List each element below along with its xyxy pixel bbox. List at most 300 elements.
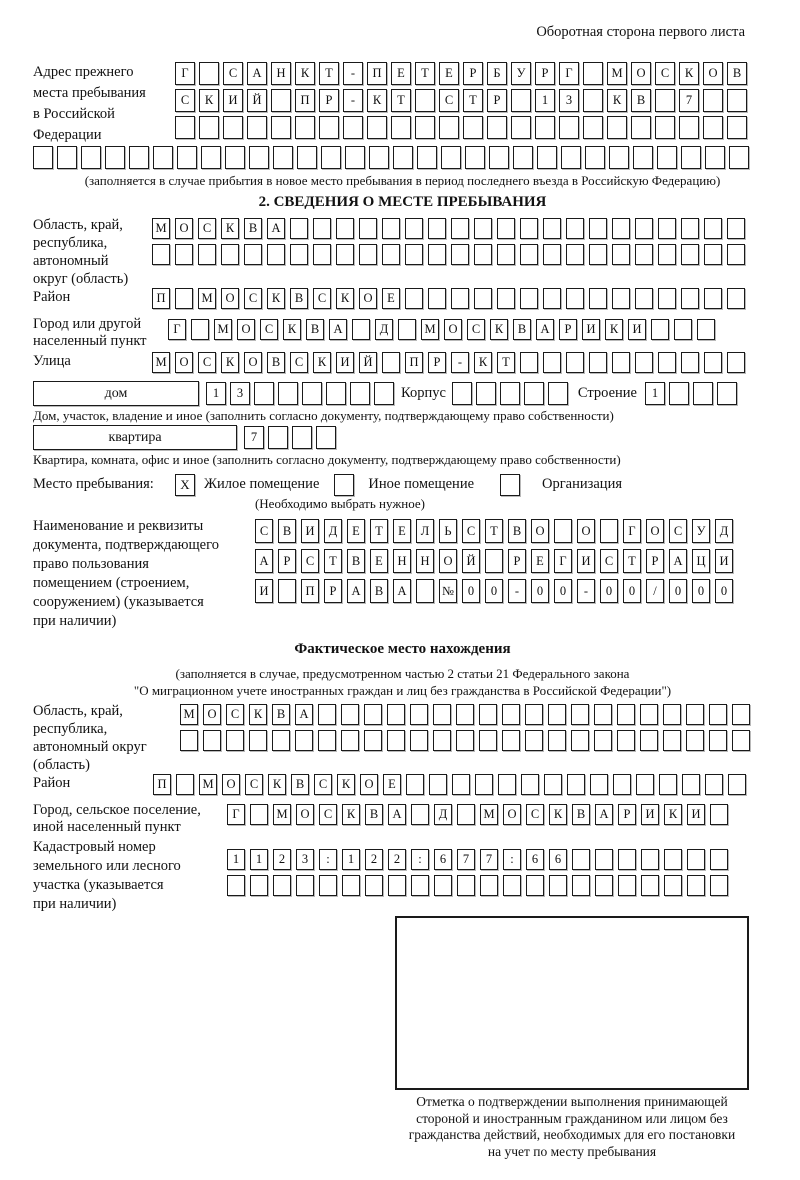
form-cell[interactable] <box>382 218 400 239</box>
form-cell[interactable] <box>595 849 613 870</box>
form-cell[interactable] <box>198 244 216 265</box>
form-cell[interactable] <box>548 382 568 405</box>
form-cell[interactable] <box>697 319 715 340</box>
form-cell[interactable]: Е <box>370 549 388 573</box>
form-cell[interactable] <box>415 89 435 112</box>
form-cell[interactable]: М <box>180 704 198 725</box>
form-cell[interactable]: 3 <box>559 89 579 112</box>
form-cell[interactable] <box>410 704 428 725</box>
form-cell[interactable]: В <box>727 62 747 85</box>
form-cell[interactable]: О <box>175 218 193 239</box>
form-cell[interactable]: / <box>646 579 664 603</box>
form-cell[interactable] <box>526 875 544 896</box>
form-cell[interactable]: Е <box>347 519 365 543</box>
form-cell[interactable] <box>502 704 520 725</box>
form-cell[interactable] <box>635 352 653 373</box>
form-cell[interactable] <box>503 875 521 896</box>
form-cell[interactable]: 7 <box>679 89 699 112</box>
form-cell[interactable]: Е <box>383 774 401 795</box>
form-cell[interactable] <box>319 116 339 139</box>
form-cell[interactable] <box>687 849 705 870</box>
form-cell[interactable]: № <box>439 579 457 603</box>
form-cell[interactable]: К <box>679 62 699 85</box>
form-cell[interactable]: 2 <box>365 849 383 870</box>
form-cell[interactable]: : <box>411 849 429 870</box>
form-cell[interactable]: Р <box>535 62 555 85</box>
form-cell[interactable] <box>428 218 446 239</box>
form-cell[interactable]: М <box>273 804 291 825</box>
form-cell[interactable]: 1 <box>645 382 665 405</box>
form-cell[interactable] <box>682 774 700 795</box>
form-cell[interactable] <box>583 89 603 112</box>
form-cell[interactable] <box>548 704 566 725</box>
apartment-type-box[interactable] <box>33 425 237 450</box>
form-cell[interactable] <box>727 89 747 112</box>
form-cell[interactable] <box>641 875 659 896</box>
form-cell[interactable] <box>433 730 451 751</box>
form-cell[interactable]: Е <box>391 62 411 85</box>
form-cell[interactable] <box>290 244 308 265</box>
form-cell[interactable]: О <box>244 352 262 373</box>
form-cell[interactable] <box>398 319 416 340</box>
form-cell[interactable] <box>640 730 658 751</box>
form-cell[interactable]: Т <box>463 89 483 112</box>
form-cell[interactable]: А <box>267 218 285 239</box>
form-cell[interactable]: 1 <box>342 849 360 870</box>
form-cell[interactable] <box>681 352 699 373</box>
form-cell[interactable]: 0 <box>692 579 710 603</box>
form-cell[interactable] <box>336 244 354 265</box>
form-cell[interactable] <box>554 519 572 543</box>
form-cell[interactable] <box>441 146 461 169</box>
form-cell[interactable] <box>81 146 101 169</box>
form-cell[interactable] <box>313 244 331 265</box>
form-cell[interactable] <box>463 116 483 139</box>
form-cell[interactable] <box>411 875 429 896</box>
form-cell[interactable] <box>659 774 677 795</box>
form-cell[interactable]: 0 <box>669 579 687 603</box>
form-cell[interactable]: 7 <box>244 426 264 449</box>
form-cell[interactable] <box>535 116 555 139</box>
form-cell[interactable]: К <box>221 352 239 373</box>
form-cell[interactable] <box>617 704 635 725</box>
form-cell[interactable] <box>434 875 452 896</box>
form-cell[interactable] <box>732 730 750 751</box>
form-cell[interactable] <box>566 352 584 373</box>
form-cell[interactable] <box>583 116 603 139</box>
form-cell[interactable] <box>655 89 675 112</box>
form-cell[interactable] <box>249 730 267 751</box>
form-cell[interactable] <box>617 730 635 751</box>
form-cell[interactable]: И <box>336 352 354 373</box>
form-cell[interactable] <box>203 730 221 751</box>
form-cell[interactable] <box>594 730 612 751</box>
form-cell[interactable]: К <box>249 704 267 725</box>
form-cell[interactable]: С <box>245 774 263 795</box>
form-cell[interactable] <box>387 704 405 725</box>
form-cell[interactable] <box>703 89 723 112</box>
form-cell[interactable] <box>405 218 423 239</box>
form-cell[interactable] <box>589 244 607 265</box>
form-cell[interactable] <box>382 244 400 265</box>
form-cell[interactable] <box>511 116 531 139</box>
form-cell[interactable] <box>566 218 584 239</box>
form-cell[interactable]: М <box>199 774 217 795</box>
house-type-box[interactable] <box>33 381 199 406</box>
form-cell[interactable] <box>693 382 713 405</box>
form-cell[interactable] <box>727 288 745 309</box>
form-cell[interactable] <box>559 116 579 139</box>
form-cell[interactable]: Г <box>559 62 579 85</box>
form-cell[interactable] <box>452 382 472 405</box>
form-cell[interactable] <box>465 146 485 169</box>
form-cell[interactable] <box>244 244 262 265</box>
form-cell[interactable]: Т <box>324 549 342 573</box>
form-cell[interactable]: П <box>405 352 423 373</box>
form-cell[interactable] <box>498 774 516 795</box>
form-cell[interactable]: В <box>278 519 296 543</box>
form-cell[interactable]: Т <box>485 519 503 543</box>
form-cell[interactable] <box>589 352 607 373</box>
form-cell[interactable]: Т <box>391 89 411 112</box>
form-cell[interactable] <box>513 146 533 169</box>
form-cell[interactable] <box>318 704 336 725</box>
form-cell[interactable]: Р <box>324 579 342 603</box>
form-cell[interactable] <box>451 218 469 239</box>
form-cell[interactable] <box>679 116 699 139</box>
form-cell[interactable]: О <box>577 519 595 543</box>
form-cell[interactable] <box>681 146 701 169</box>
stay-type-checkbox-residential[interactable]: X <box>175 474 195 496</box>
form-cell[interactable]: А <box>669 549 687 573</box>
form-cell[interactable] <box>521 774 539 795</box>
form-cell[interactable]: О <box>203 704 221 725</box>
form-cell[interactable] <box>152 244 170 265</box>
form-cell[interactable] <box>549 875 567 896</box>
form-cell[interactable]: С <box>290 352 308 373</box>
form-cell[interactable] <box>250 875 268 896</box>
form-cell[interactable]: А <box>295 704 313 725</box>
form-cell[interactable]: Е <box>531 549 549 573</box>
form-cell[interactable] <box>612 352 630 373</box>
form-cell[interactable] <box>618 875 636 896</box>
form-cell[interactable] <box>319 875 337 896</box>
form-cell[interactable] <box>290 218 308 239</box>
form-cell[interactable]: Е <box>393 519 411 543</box>
form-cell[interactable] <box>543 352 561 373</box>
form-cell[interactable]: 1 <box>250 849 268 870</box>
form-cell[interactable] <box>199 116 219 139</box>
form-cell[interactable] <box>635 288 653 309</box>
form-cell[interactable]: М <box>152 218 170 239</box>
form-cell[interactable]: Н <box>416 549 434 573</box>
form-cell[interactable]: Й <box>462 549 480 573</box>
form-cell[interactable] <box>271 116 291 139</box>
form-cell[interactable] <box>175 244 193 265</box>
form-cell[interactable]: Г <box>175 62 195 85</box>
form-cell[interactable]: 2 <box>273 849 291 870</box>
form-cell[interactable]: О <box>503 804 521 825</box>
form-cell[interactable] <box>479 730 497 751</box>
form-cell[interactable] <box>674 319 692 340</box>
form-cell[interactable] <box>566 288 584 309</box>
form-cell[interactable] <box>267 244 285 265</box>
form-cell[interactable] <box>273 146 293 169</box>
form-cell[interactable] <box>633 146 653 169</box>
form-cell[interactable] <box>497 244 515 265</box>
form-cell[interactable]: С <box>175 89 195 112</box>
form-cell[interactable] <box>607 116 627 139</box>
form-cell[interactable]: И <box>577 549 595 573</box>
form-cell[interactable]: 1 <box>206 382 226 405</box>
form-cell[interactable] <box>612 288 630 309</box>
form-cell[interactable] <box>497 288 515 309</box>
form-cell[interactable] <box>585 146 605 169</box>
form-cell[interactable]: Й <box>247 89 267 112</box>
form-cell[interactable] <box>342 875 360 896</box>
form-cell[interactable] <box>225 146 245 169</box>
form-cell[interactable]: К <box>199 89 219 112</box>
form-cell[interactable]: - <box>577 579 595 603</box>
form-cell[interactable]: К <box>490 319 508 340</box>
form-cell[interactable]: О <box>359 288 377 309</box>
form-cell[interactable]: Р <box>428 352 446 373</box>
form-cell[interactable]: С <box>462 519 480 543</box>
form-cell[interactable] <box>451 288 469 309</box>
form-cell[interactable] <box>548 730 566 751</box>
form-cell[interactable] <box>727 218 745 239</box>
form-cell[interactable] <box>590 774 608 795</box>
form-cell[interactable]: А <box>536 319 554 340</box>
form-cell[interactable]: М <box>152 352 170 373</box>
form-cell[interactable]: А <box>247 62 267 85</box>
form-cell[interactable]: С <box>669 519 687 543</box>
form-cell[interactable] <box>177 146 197 169</box>
form-cell[interactable]: 6 <box>549 849 567 870</box>
form-cell[interactable]: Д <box>324 519 342 543</box>
form-cell[interactable]: К <box>549 804 567 825</box>
form-cell[interactable] <box>364 730 382 751</box>
form-cell[interactable]: С <box>301 549 319 573</box>
form-cell[interactable] <box>33 146 53 169</box>
form-cell[interactable]: О <box>296 804 314 825</box>
form-cell[interactable] <box>457 875 475 896</box>
form-cell[interactable] <box>589 288 607 309</box>
form-cell[interactable] <box>292 426 312 449</box>
form-cell[interactable] <box>405 244 423 265</box>
form-cell[interactable]: М <box>214 319 232 340</box>
form-cell[interactable]: Т <box>623 549 641 573</box>
form-cell[interactable] <box>657 146 677 169</box>
form-cell[interactable]: Т <box>370 519 388 543</box>
form-cell[interactable]: 2 <box>388 849 406 870</box>
form-cell[interactable] <box>439 116 459 139</box>
form-cell[interactable] <box>406 774 424 795</box>
form-cell[interactable]: О <box>646 519 664 543</box>
form-cell[interactable]: М <box>421 319 439 340</box>
form-cell[interactable] <box>502 730 520 751</box>
form-cell[interactable] <box>681 218 699 239</box>
form-cell[interactable] <box>223 116 243 139</box>
form-cell[interactable]: К <box>313 352 331 373</box>
form-cell[interactable] <box>704 244 722 265</box>
form-cell[interactable] <box>387 730 405 751</box>
form-cell[interactable]: - <box>343 89 363 112</box>
form-cell[interactable]: К <box>283 319 301 340</box>
form-cell[interactable]: 0 <box>485 579 503 603</box>
form-cell[interactable]: Л <box>416 519 434 543</box>
form-cell[interactable]: Н <box>393 549 411 573</box>
form-cell[interactable]: В <box>267 352 285 373</box>
form-cell[interactable] <box>709 704 727 725</box>
form-cell[interactable]: В <box>290 288 308 309</box>
form-cell[interactable] <box>268 426 288 449</box>
form-cell[interactable]: Г <box>227 804 245 825</box>
form-cell[interactable] <box>153 146 173 169</box>
form-cell[interactable] <box>727 116 747 139</box>
form-cell[interactable] <box>364 704 382 725</box>
form-cell[interactable] <box>612 244 630 265</box>
form-cell[interactable] <box>474 244 492 265</box>
form-cell[interactable] <box>428 244 446 265</box>
form-cell[interactable] <box>343 116 363 139</box>
form-cell[interactable]: А <box>393 579 411 603</box>
form-cell[interactable]: В <box>291 774 309 795</box>
form-cell[interactable]: А <box>595 804 613 825</box>
form-cell[interactable] <box>227 875 245 896</box>
form-cell[interactable] <box>561 146 581 169</box>
form-cell[interactable] <box>664 849 682 870</box>
form-cell[interactable]: В <box>513 319 531 340</box>
form-cell[interactable] <box>635 244 653 265</box>
form-cell[interactable] <box>456 730 474 751</box>
form-cell[interactable] <box>687 875 705 896</box>
form-cell[interactable]: Р <box>508 549 526 573</box>
form-cell[interactable] <box>199 62 219 85</box>
form-cell[interactable] <box>433 704 451 725</box>
form-cell[interactable]: : <box>503 849 521 870</box>
form-cell[interactable]: - <box>508 579 526 603</box>
form-cell[interactable]: Д <box>715 519 733 543</box>
form-cell[interactable]: К <box>221 218 239 239</box>
form-cell[interactable]: О <box>360 774 378 795</box>
form-cell[interactable] <box>302 382 322 405</box>
form-cell[interactable]: О <box>237 319 255 340</box>
form-cell[interactable]: М <box>607 62 627 85</box>
form-cell[interactable]: В <box>370 579 388 603</box>
form-cell[interactable] <box>201 146 221 169</box>
form-cell[interactable]: В <box>631 89 651 112</box>
form-cell[interactable] <box>415 116 435 139</box>
form-cell[interactable] <box>176 774 194 795</box>
form-cell[interactable]: П <box>153 774 171 795</box>
form-cell[interactable]: М <box>480 804 498 825</box>
form-cell[interactable] <box>669 382 689 405</box>
form-cell[interactable] <box>393 146 413 169</box>
form-cell[interactable] <box>727 244 745 265</box>
form-cell[interactable] <box>411 804 429 825</box>
form-cell[interactable] <box>417 146 437 169</box>
form-cell[interactable] <box>589 218 607 239</box>
form-cell[interactable] <box>571 730 589 751</box>
form-cell[interactable] <box>247 116 267 139</box>
form-cell[interactable]: О <box>531 519 549 543</box>
form-cell[interactable] <box>717 382 737 405</box>
form-cell[interactable]: К <box>607 89 627 112</box>
form-cell[interactable] <box>278 382 298 405</box>
form-cell[interactable]: С <box>198 218 216 239</box>
form-cell[interactable] <box>428 288 446 309</box>
form-cell[interactable]: С <box>439 89 459 112</box>
form-cell[interactable]: С <box>313 288 331 309</box>
form-cell[interactable] <box>374 382 394 405</box>
form-cell[interactable] <box>704 288 722 309</box>
form-cell[interactable]: С <box>244 288 262 309</box>
form-cell[interactable] <box>365 875 383 896</box>
form-cell[interactable]: В <box>244 218 262 239</box>
form-cell[interactable]: Е <box>439 62 459 85</box>
form-cell[interactable] <box>520 244 538 265</box>
form-cell[interactable] <box>609 146 629 169</box>
form-cell[interactable]: Т <box>497 352 515 373</box>
form-cell[interactable]: Р <box>646 549 664 573</box>
form-cell[interactable] <box>57 146 77 169</box>
form-cell[interactable] <box>704 352 722 373</box>
form-cell[interactable] <box>476 382 496 405</box>
form-cell[interactable]: О <box>175 352 193 373</box>
form-cell[interactable]: К <box>367 89 387 112</box>
form-cell[interactable]: 1 <box>535 89 555 112</box>
form-cell[interactable] <box>273 875 291 896</box>
form-cell[interactable] <box>475 774 493 795</box>
form-cell[interactable] <box>537 146 557 169</box>
form-cell[interactable] <box>618 849 636 870</box>
form-cell[interactable]: В <box>272 704 290 725</box>
form-cell[interactable] <box>572 875 590 896</box>
form-cell[interactable]: С <box>226 704 244 725</box>
form-cell[interactable]: С <box>223 62 243 85</box>
form-cell[interactable]: Г <box>623 519 641 543</box>
form-cell[interactable] <box>221 244 239 265</box>
form-cell[interactable]: Б <box>487 62 507 85</box>
form-cell[interactable]: У <box>692 519 710 543</box>
form-cell[interactable] <box>663 704 681 725</box>
form-cell[interactable] <box>658 244 676 265</box>
form-cell[interactable] <box>664 875 682 896</box>
form-cell[interactable] <box>451 244 469 265</box>
form-cell[interactable]: Р <box>463 62 483 85</box>
form-cell[interactable]: : <box>319 849 337 870</box>
form-cell[interactable]: 3 <box>296 849 314 870</box>
form-cell[interactable]: И <box>715 549 733 573</box>
form-cell[interactable] <box>175 116 195 139</box>
form-cell[interactable]: И <box>301 519 319 543</box>
form-cell[interactable] <box>318 730 336 751</box>
form-cell[interactable]: Ц <box>692 549 710 573</box>
form-cell[interactable]: Ь <box>439 519 457 543</box>
form-cell[interactable] <box>129 146 149 169</box>
form-cell[interactable] <box>709 730 727 751</box>
form-cell[interactable]: 0 <box>531 579 549 603</box>
form-cell[interactable]: П <box>152 288 170 309</box>
form-cell[interactable]: А <box>388 804 406 825</box>
form-cell[interactable]: А <box>329 319 347 340</box>
form-cell[interactable] <box>350 382 370 405</box>
form-cell[interactable]: 1 <box>227 849 245 870</box>
form-cell[interactable] <box>405 288 423 309</box>
form-cell[interactable]: В <box>508 519 526 543</box>
form-cell[interactable] <box>321 146 341 169</box>
